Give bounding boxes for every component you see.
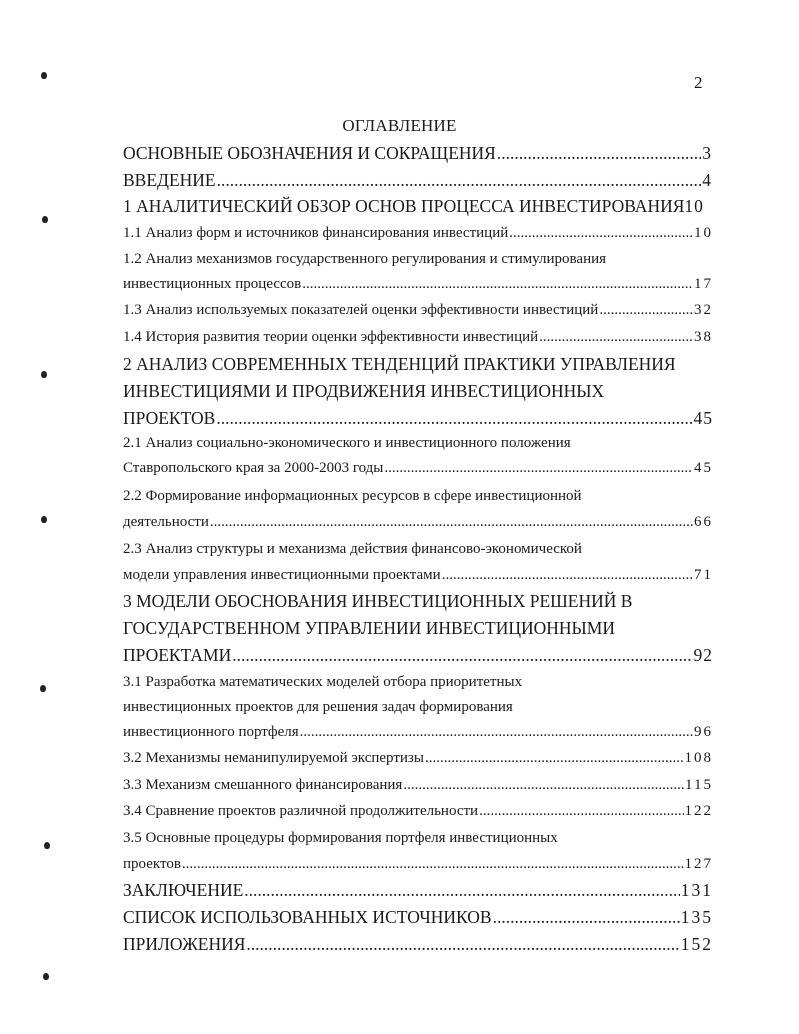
toc-entry-text: деятельности [123, 514, 209, 530]
toc-page-number: 135 [680, 907, 713, 927]
binding-hole-mark [44, 842, 50, 849]
binding-hole-mark [41, 516, 47, 523]
toc-entry-text: 2.1 Анализ социально-экономического и инвестиционного положения [123, 435, 571, 451]
toc-entry-text: 2.2 Формирование информационных ресурсов в сфере инвестиционной [123, 488, 582, 504]
binding-hole-mark [41, 72, 47, 79]
toc-page-number: 10 [694, 225, 713, 241]
toc-entry-text: 3.4 Сравнение проектов различной продолжительности [123, 803, 479, 819]
dot-leader [244, 882, 679, 900]
toc-entry-text: СПИСОК ИСПОЛЬЗОВАННЫХ ИСТОЧНИКОВ [123, 907, 492, 927]
dot-leader [442, 568, 693, 583]
toc-entry-text: 3.3 Механизм смешанного финансирования [123, 777, 403, 793]
toc-entry-text: ПРИЛОЖЕНИЯ [123, 934, 246, 954]
toc-entry-text: 3.1 Разработка математических моделей отбора приоритетных [123, 674, 523, 690]
toc-entry-text: 1.3 Анализ используемых показателей оценки эффективности инвестиций [123, 302, 599, 318]
toc-page-number: 71 [694, 567, 713, 583]
toc-entry-text: инвестиционных проектов для решения задач формирования [123, 699, 513, 715]
toc-entry-text: 3 МОДЕЛИ ОБОСНОВАНИЯ ИНВЕСТИЦИОННЫХ РЕШЕНИЙ В [123, 591, 633, 611]
toc-entry-text: 3.5 Основные процедуры формирования портфеля инвестиционных [123, 830, 558, 846]
binding-hole-mark [41, 371, 47, 378]
toc-page-number: 32 [694, 302, 713, 318]
toc-page-number: 122 [684, 803, 713, 819]
dot-leader [210, 515, 693, 530]
toc-page-number: 66 [694, 514, 713, 530]
toc-page-number: 152 [680, 934, 713, 954]
binding-hole-mark [42, 216, 48, 223]
toc-page-number: 17 [694, 276, 713, 292]
toc-page-number: 4 [702, 170, 713, 190]
toc-entry-text: ИНВЕСТИЦИЯМИ И ПРОДВИЖЕНИЯ ИНВЕСТИЦИОННЫХ [123, 381, 605, 401]
dot-leader [403, 778, 684, 793]
dot-leader [232, 647, 692, 665]
dot-leader [599, 303, 693, 318]
toc-entry-text: 3.2 Механизмы неманипулируемой экспертизы [123, 750, 424, 766]
toc-entry-text: ВВЕДЕНИЕ [123, 170, 216, 190]
toc-entry-text: модели управления инвестиционными проектами [123, 567, 441, 583]
toc-page-number: 115 [685, 777, 713, 793]
dot-leader [182, 857, 684, 872]
toc-entry-text: ПРОЕКТАМИ [123, 645, 232, 665]
toc-entry-text: 1.1 Анализ форм и источников финансирования инвестиций [123, 225, 509, 241]
toc-page-number: 92 [693, 645, 713, 665]
dot-leader [539, 330, 693, 345]
dot-leader [302, 277, 693, 292]
toc-entry-text: ОСНОВНЫЕ ОБОЗНАЧЕНИЯ И СОКРАЩЕНИЯ [123, 143, 496, 163]
dot-leader [425, 751, 684, 766]
dot-leader [300, 725, 693, 740]
toc-entry-text: Ставропольского края за 2000-2003 годы [123, 460, 384, 476]
toc-title: ОГЛАВЛЕНИЕ [342, 116, 457, 135]
toc-page-number: 96 [694, 724, 713, 740]
dot-leader [509, 226, 693, 241]
toc-entry-text: инвестиционного портфеля [123, 724, 299, 740]
dot-leader [384, 461, 693, 476]
toc-page-number: 3 [702, 143, 713, 163]
toc-page-number: 38 [694, 329, 713, 345]
toc-page-number: 10 [684, 196, 704, 216]
dot-leader [216, 410, 692, 428]
toc-page-number: 131 [680, 880, 713, 900]
toc-page-number: 45 [693, 408, 713, 428]
toc-entry-text: ЗАКЛЮЧЕНИЕ [123, 880, 244, 900]
toc-entry-text: 2.3 Анализ структуры и механизма действия финансово-экономической [123, 541, 582, 557]
toc-page-number: 45 [694, 460, 713, 476]
toc-page-number: 127 [684, 856, 713, 872]
dot-leader [493, 909, 680, 927]
binding-hole-mark [43, 973, 49, 980]
toc-entry-text: 1 АНАЛИТИЧЕСКИЙ ОБЗОР ОСНОВ ПРОЦЕССА ИНВЕСТИРОВАНИЯ [123, 196, 685, 216]
page-number: 2 [694, 73, 703, 92]
toc-entry-text: инвестиционных процессов [123, 276, 302, 292]
toc-entry-text: 2 АНАЛИЗ СОВРЕМЕННЫХ ТЕНДЕНЦИЙ ПРАКТИКИ УПРАВЛЕНИЯ [123, 354, 676, 374]
dot-leader [217, 172, 702, 190]
toc-entry-text: проектов [123, 856, 181, 872]
binding-hole-mark [40, 685, 46, 692]
toc-entry-text: ГОСУДАРСТВЕННОМ УПРАВЛЕНИИ ИНВЕСТИЦИОННЫМИ [123, 618, 615, 638]
dot-leader [479, 804, 683, 819]
dot-leader [246, 936, 679, 954]
toc-page-number: 108 [684, 750, 713, 766]
toc-entry-text: 1.4 История развития теории оценки эффективности инвестиций [123, 329, 539, 345]
toc-entry-text: 1.2 Анализ механизмов государственного регулирования и стимулирования [123, 251, 607, 267]
dot-leader [497, 145, 701, 163]
toc-entry-text: ПРОЕКТОВ [123, 408, 216, 428]
